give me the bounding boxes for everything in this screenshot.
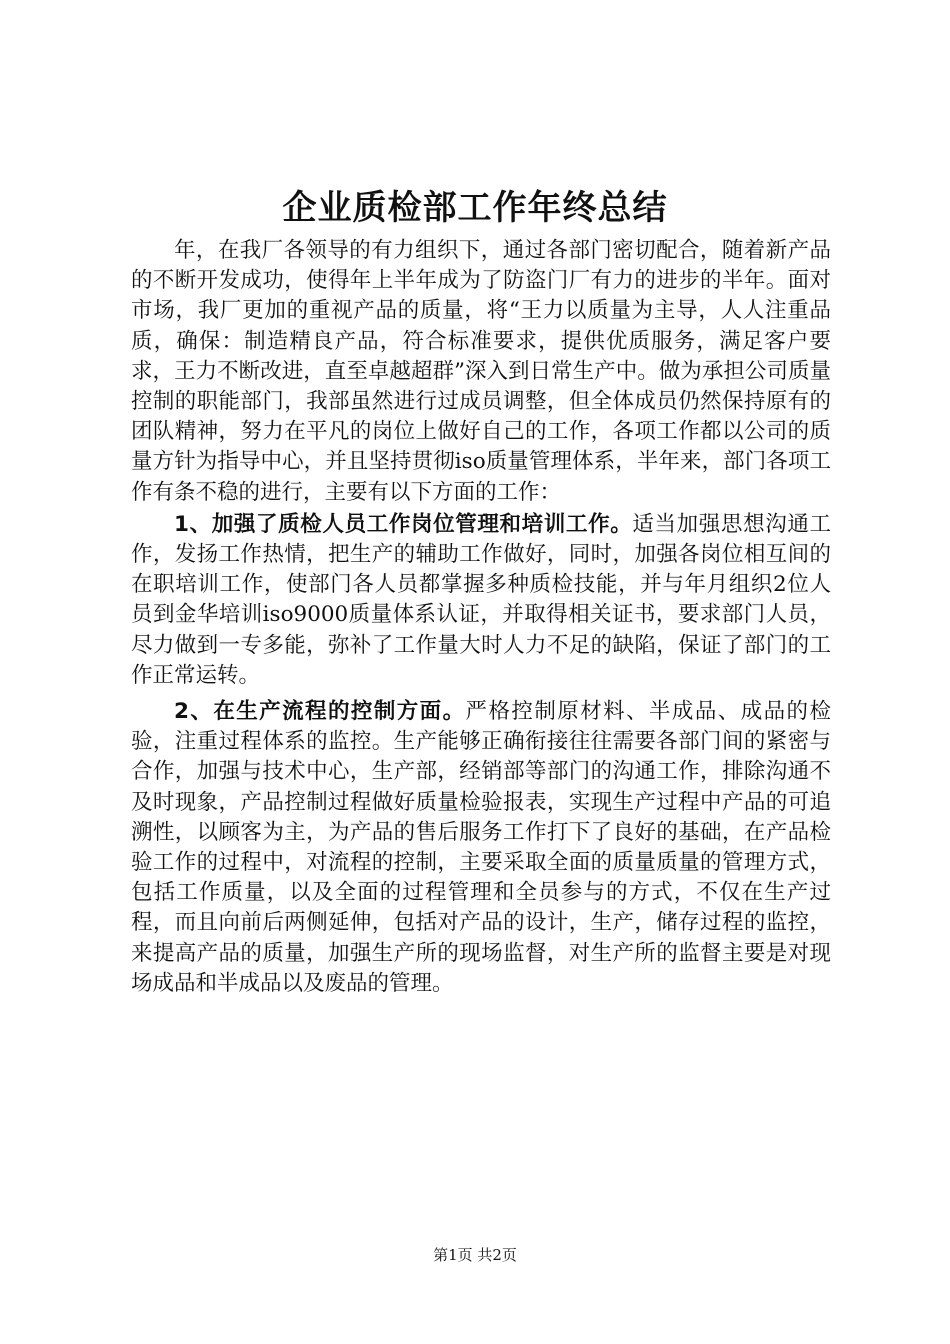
paragraph-intro [131,236,831,508]
section-2-heading: 2、在生产流程的控制方面。 [174,699,466,725]
paragraph-section-1 [131,510,831,691]
document-title: 企业质检部工作年终总结 [282,188,668,228]
section-1-text: 适当加强思想沟通工作，发扬工作热情，把生产的辅助工作做好，同时，加强各岗位相互间的在职培训工作，使部门各人员都掌握多种质检技能，并与年月组织2位人员到金华培训iso9000质量体系认证，并取得相关证书，要求部门人员，尽力做到一专多能，弥补了工作量大时人力不足的缺陷，保证了部门的工作正常运转。 [131,511,831,688]
page-number-footer: 第1页 共2页 [433,1246,517,1264]
paragraph-intro-text: 年，在我厂各领导的有力组织下，通过各部门密切配合，随着新产品的不断开发成功，使得年上半年成为了防盗门厂有力的进步的半年。面对市场，我厂更加的重视产品的质量，将“王力以质量为主导，人人注重品质，确保：制造精良产品，符合标准要求，提供优质服务，满足客户要求，王力不断改进，直至卓越超群”深入到日常生产中。做为承担公司质量控制的职能部门，我部虽然进行过成员调整，但全体成员仍然保持原有的团队精神，努力在平凡的岗位上做好自己的工作，各项工作都以公司的质量方针为指导中心，并且坚持贯彻iso质量管理体系，半年来，部门各项工作有条不稳的进行，主要有以下方面的工作： [131,238,831,505]
section-2-text: 严格控制原材料、半成品、成品的检验，注重过程体系的监控。生产能够正确衔接往往需要各部门间的紧密与合作，加强与技术中心，生产部，经销部等部门的沟通工作，排除沟通不及时现象，产品控制过程做好质量检验报表，实现生产过程中产品的可追溯性，以顾客为主，为产品的售后服务工作打下了良好的基础，在产品检验工作的过程中，对流程的控制，主要采取全面的质量质量的管理方式，包括工作质量，以及全面的过程管理和全员参与的方式，不仅在生产过程，而且向前后两侧延伸，包括对产品的设计，生产，储存过程的监控，来提高产品的质量，加强生产所的现场监督，对生产所的监督主要是对现场成品和半成品以及废品的管理。 [131,699,831,996]
section-1-heading: 1、加强了质检人员工作岗位管理和培训工作。 [174,511,633,537]
paragraph-section-2 [131,697,831,999]
document-body [131,236,831,999]
